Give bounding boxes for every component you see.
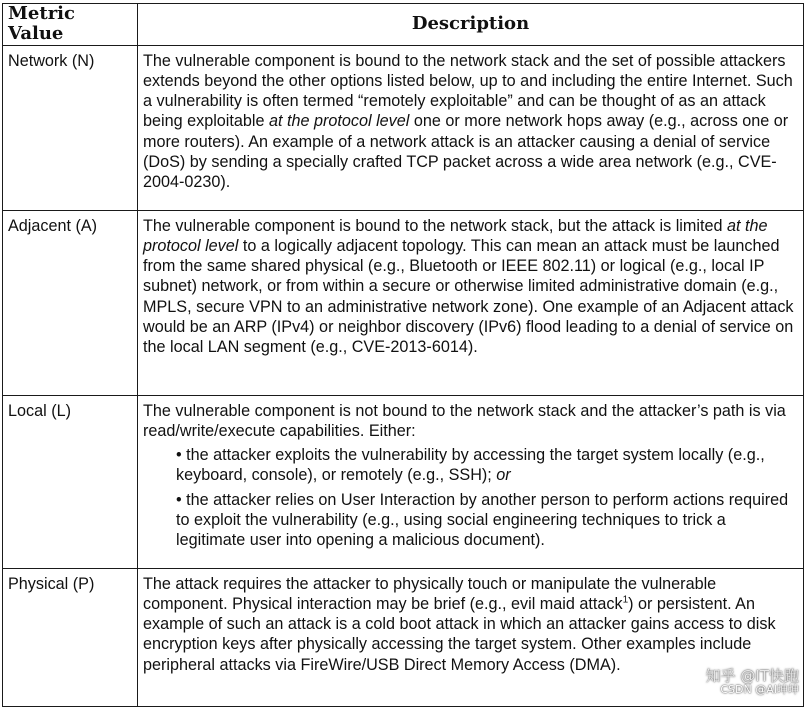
- description-text: The attack requires the attacker to physically touch or manipulate the vulnerable component. Physical interaction may be brief (e.g., evil maid attack: [143, 574, 717, 613]
- bullet-item-user-interaction: • the attacker relies on User Interaction by another person to perform actions required to exploit the vulnerability (e.g., using social engineering techniques to trick a legitimate user into opening a malicious document).: [176, 490, 789, 550]
- description-text: The vulnerable component is bound to the network stack, but the attack is limited: [143, 216, 727, 235]
- description-text: The vulnerable component is not bound to the network stack and the attacker’s path is via read/write/execute capabilities. Either:: [143, 401, 786, 440]
- watermark-zhihu: 知乎 @IT快跑: [705, 667, 799, 685]
- bullet-text: • the attacker exploits the vulnerability by accessing the target system locally (e.g., keyboard, console), or remotely (e.g., SSH);: [176, 446, 765, 485]
- footnote-marker: 1: [622, 594, 629, 606]
- description-physical: [138, 568, 804, 706]
- description-emphasis: at the protocol level: [143, 216, 768, 255]
- description-adjacent: [138, 210, 804, 395]
- table-row: [3, 395, 804, 568]
- watermark-csdn: CSDN @AI坤坤: [720, 683, 799, 696]
- metric-physical: Physical (P): [3, 568, 138, 706]
- description-local: [138, 395, 804, 568]
- description-text-tail: to a logically adjacent topology. This can mean an attack must be launched from the same shared physical (e.g., Bluetooth or IEEE 802.11) or logical (e.g., local IP subnet) network, or from within a secure or otherwise limited administrative domain (e.g., MPLS, secure VPN to an administrative network zone). One example of an Adjacent attack would be an ARP (IPv4) or neighbor discovery (IPv6) flood leading to a denial of service on the local LAN segment (e.g., CVE-2013-6014).: [143, 236, 794, 357]
- description-text-tail: one or more network hops away (e.g., across one or more routers). An example of a network attack is an attacker causing a denial of service (DoS) by sending a specially crafted TCP packet across a wide area network (e.g., CVE-2004-0230).: [143, 112, 789, 192]
- table-row: [3, 210, 804, 395]
- header-metric-value: Metric Value: [3, 4, 138, 46]
- watermark: [706, 669, 799, 697]
- table-row: [3, 568, 804, 706]
- metric-network: Network (N): [3, 45, 138, 210]
- metric-adjacent: Adjacent (A): [3, 210, 138, 395]
- description-network: [138, 45, 804, 210]
- table-row: [3, 45, 804, 210]
- description-emphasis: at the protocol level: [269, 112, 410, 131]
- metric-local: Local (L): [3, 395, 138, 568]
- bullet-item-local-access: [176, 445, 798, 486]
- header-description: Description: [138, 4, 804, 46]
- description-text: The vulnerable component is bound to the network stack and the set of possible attackers extends beyond the other options listed below, up to and including the entire Internet. Such a vulnerability is often termed “remotely exploitable” and can be thought of as an attack being exploitable: [143, 51, 793, 131]
- description-text-tail: ) or persistent. An example of such an attack is a cold boot attack in which an attacker gains access to disk encryption keys after physically accessing the target system. Other examples include peripheral attacks via FireWire/USB Direct Memory Access (DMA).: [143, 594, 776, 674]
- cvss-attack-vector-table: [2, 3, 804, 707]
- bullet-emphasis: or: [496, 466, 511, 485]
- table-header-row: [3, 4, 804, 46]
